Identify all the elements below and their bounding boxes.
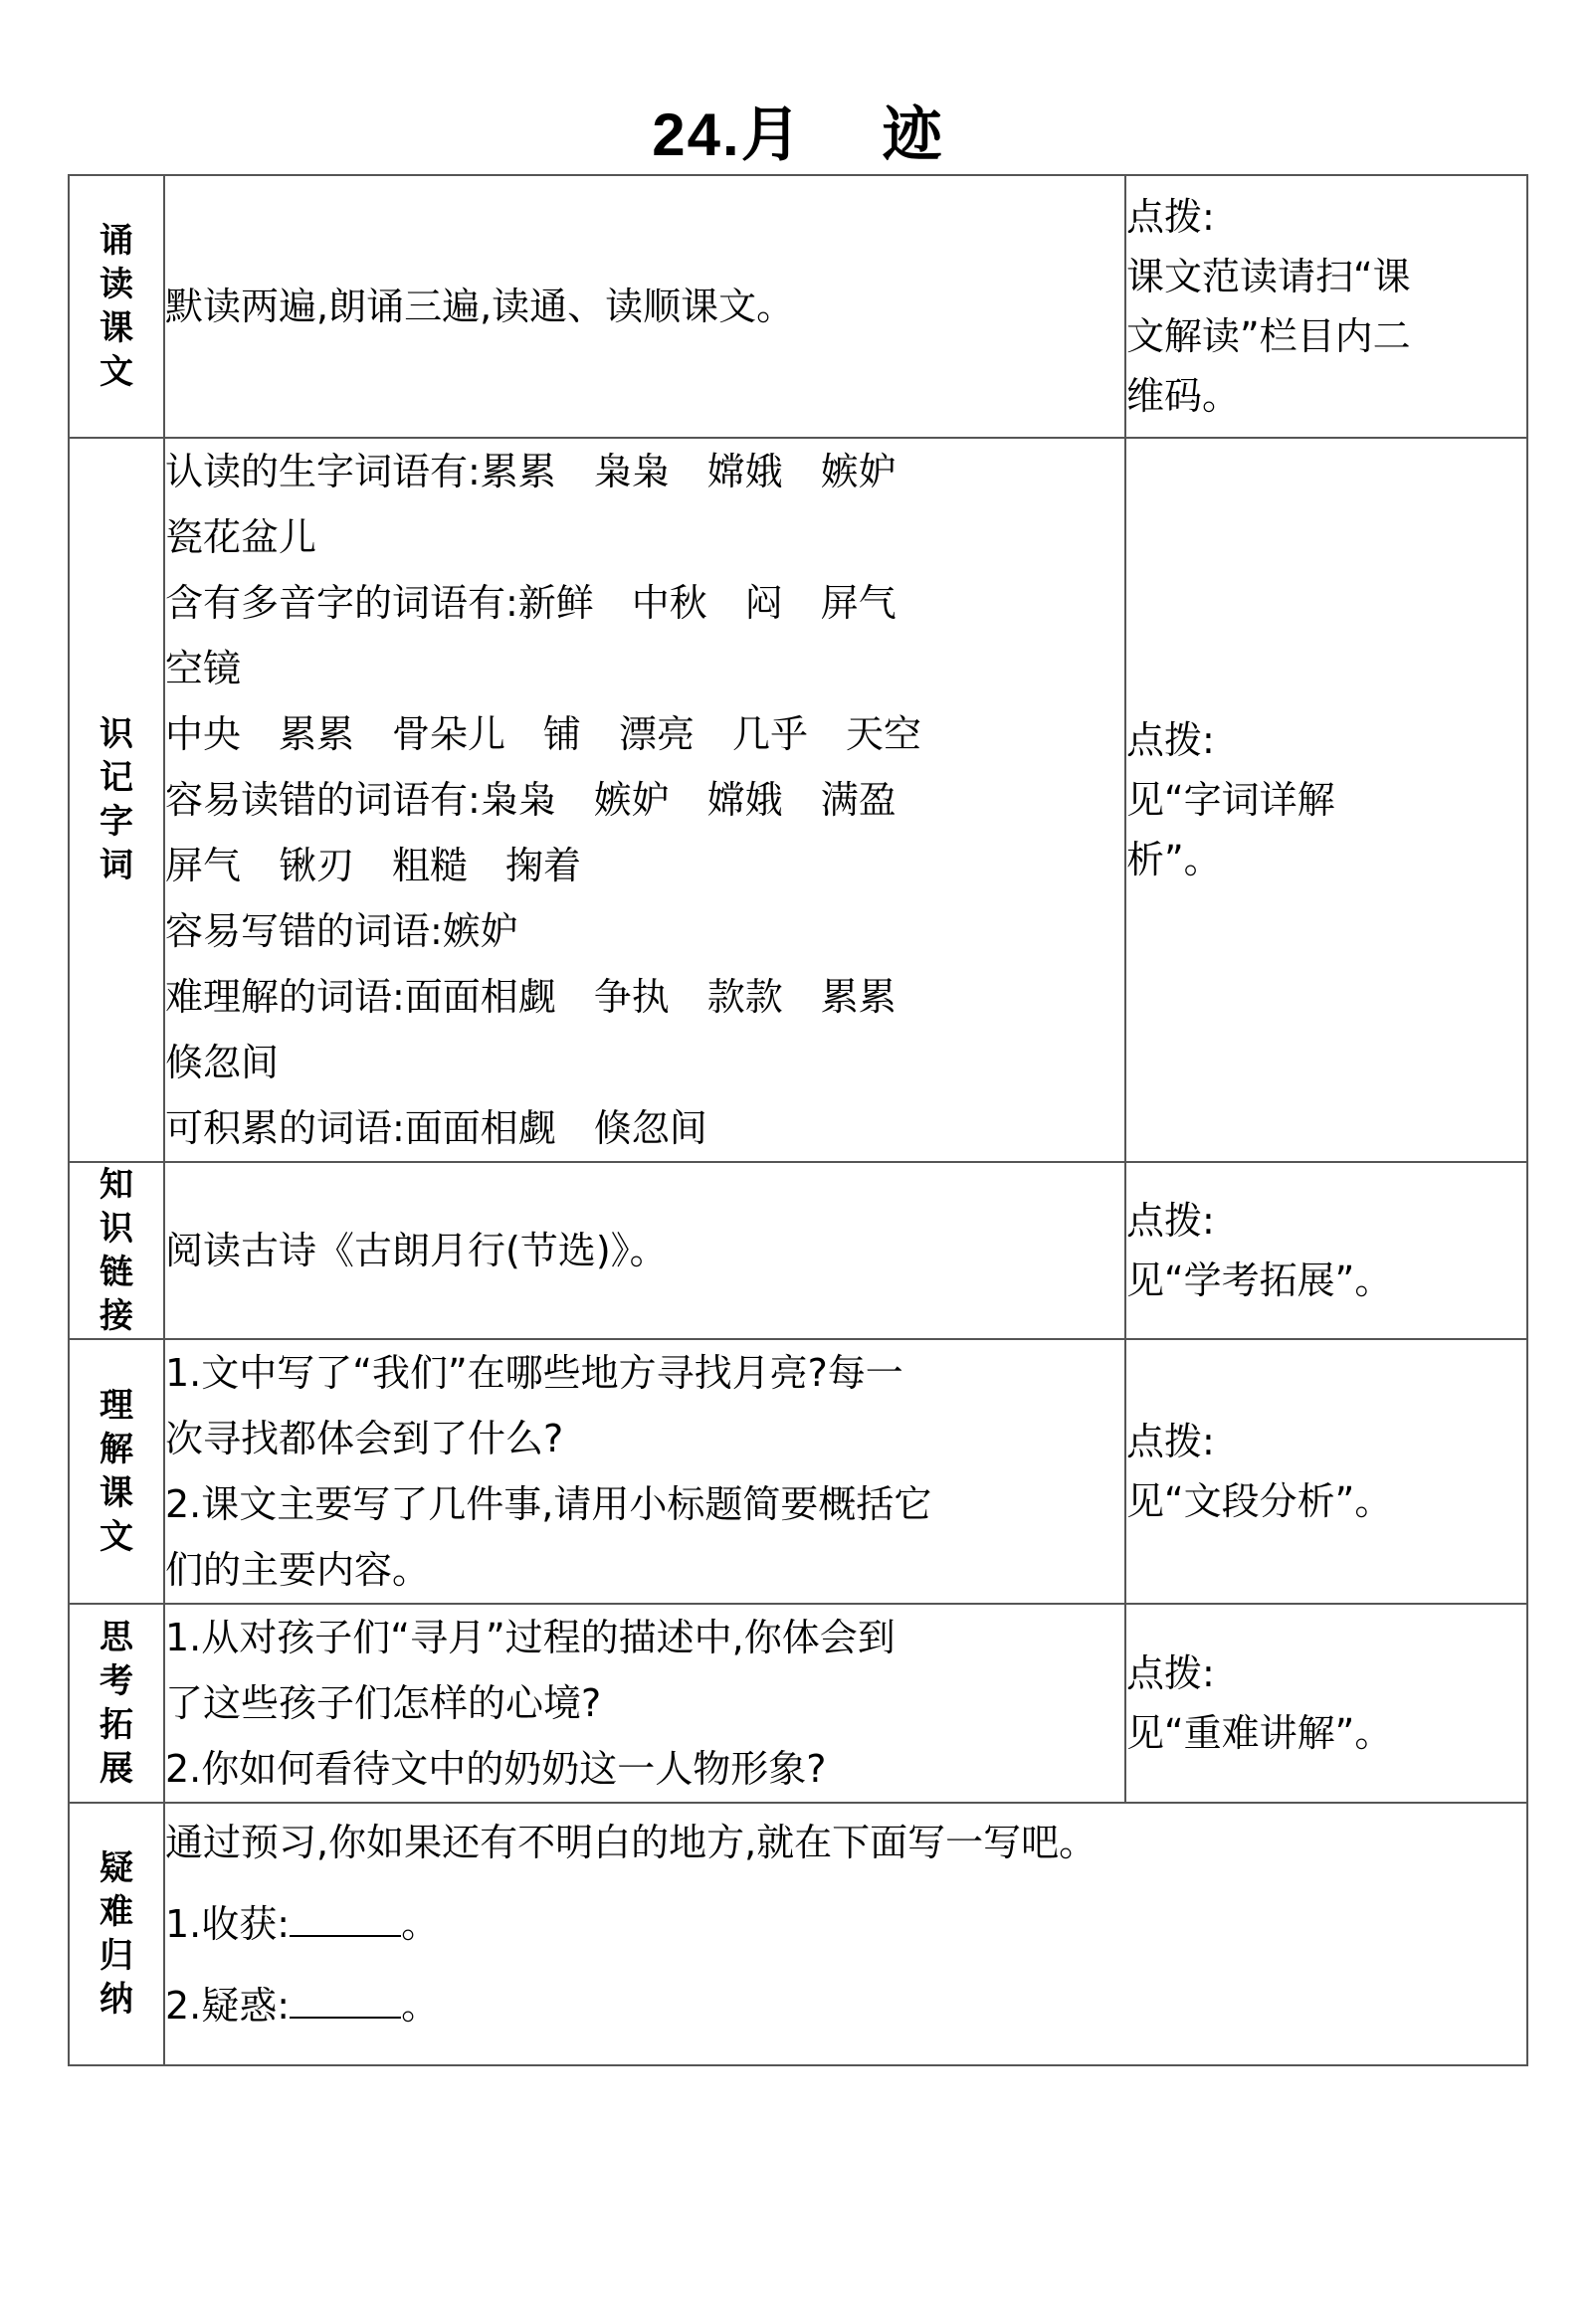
side-char: 疑 — [100, 1848, 133, 1888]
tip-line: 课文范读请扫“课 — [1126, 255, 1411, 298]
tip-label: 点拨: — [1126, 195, 1215, 239]
side-char: 读 — [100, 265, 133, 304]
row-understand — [69, 1339, 1527, 1604]
side-char: 字 — [100, 802, 133, 842]
content-line: 空镜 — [165, 647, 242, 690]
side-char: 归 — [100, 1936, 133, 1976]
title-char-2: 迹 — [882, 100, 944, 170]
content-line: 可积累的词语:面面相觑 倏忽间 — [165, 1106, 707, 1150]
side-text — [70, 1384, 163, 1559]
side-label-vocab — [69, 438, 164, 1162]
content-line: 倏忽间 — [165, 1041, 280, 1084]
side-char: 课 — [100, 308, 133, 348]
side-char: 文 — [100, 1517, 133, 1557]
content-knowledge — [164, 1162, 1125, 1339]
side-label-knowledge — [69, 1162, 164, 1339]
tip-label: 点拨: — [1126, 1199, 1215, 1243]
side-char: 理 — [100, 1386, 133, 1426]
tip-line: 见“文段分析”。 — [1126, 1479, 1393, 1523]
title-char-1: 月 — [740, 100, 803, 170]
side-char: 难 — [100, 1892, 133, 1932]
content-line: 2.课文主要写了几件事,请用小标题简要概括它 — [165, 1482, 932, 1526]
content-line: 次寻找都体会到了什么? — [165, 1417, 564, 1460]
side-char: 链 — [100, 1253, 133, 1292]
doubt-line — [165, 1973, 1526, 2038]
content-line: 认读的生字词语有:累累 枭枭 嫦娥 嫉妒 — [165, 450, 897, 493]
tip-label: 点拨: — [1126, 1420, 1215, 1463]
side-char: 课 — [100, 1473, 133, 1513]
side-char: 纳 — [100, 1980, 133, 2020]
end-mark: 。 — [401, 1902, 440, 1946]
preview-table — [68, 174, 1528, 2066]
tip-knowledge — [1125, 1162, 1527, 1339]
side-label-summary — [69, 1803, 164, 2065]
side-label-understand — [69, 1339, 164, 1604]
content-line: 默读两遍,朗诵三遍,读通、读顺课文。 — [165, 285, 795, 328]
side-label-extend — [69, 1604, 164, 1803]
end-mark: 。 — [401, 1984, 440, 2028]
content-line: 1.文中写了“我们”在哪些地方寻找月亮?每一 — [165, 1351, 903, 1395]
side-char: 记 — [100, 758, 133, 798]
side-char: 文 — [100, 352, 133, 392]
content-line: 容易读错的词语有:枭枭 嫉妒 嫦娥 满盈 — [165, 778, 897, 822]
document-title — [0, 96, 1596, 175]
side-char: 解 — [100, 1430, 133, 1469]
tip-line: 见“字词详解 — [1126, 778, 1335, 822]
content-line: 含有多音字的词语有:新鲜 中秋 闷 屏气 — [165, 581, 897, 625]
harvest-label: 1.收获: — [165, 1902, 291, 1946]
row-extend — [69, 1604, 1527, 1803]
side-char: 诵 — [100, 221, 133, 261]
tip-recite — [1125, 175, 1527, 438]
summary-intro: 通过预习,你如果还有不明白的地方,就在下面写一写吧。 — [165, 1821, 1097, 1864]
content-summary — [164, 1803, 1527, 2065]
side-char: 词 — [100, 846, 133, 885]
tip-line: 见“学考拓展”。 — [1126, 1259, 1393, 1302]
content-line: 们的主要内容。 — [165, 1548, 431, 1592]
side-text — [70, 712, 163, 887]
tip-line: 文解读”栏目内二 — [1126, 314, 1411, 358]
tip-understand — [1125, 1339, 1527, 1604]
tip-line: 维码。 — [1126, 374, 1241, 418]
side-char: 思 — [100, 1618, 133, 1657]
tip-label: 点拨: — [1126, 1651, 1215, 1695]
title-number: 24. — [652, 101, 741, 168]
content-line: 容易写错的词语:嫉妒 — [165, 909, 518, 953]
tip-line: 见“重难讲解”。 — [1126, 1711, 1393, 1755]
row-summary — [69, 1803, 1527, 2065]
side-char: 知 — [100, 1165, 133, 1205]
side-char: 拓 — [100, 1705, 133, 1745]
side-text — [70, 1846, 163, 2022]
doubt-blank[interactable] — [290, 1977, 401, 2019]
content-line: 1.从对孩子们“寻月”过程的描述中,你体会到 — [165, 1616, 896, 1659]
harvest-blank[interactable] — [290, 1895, 401, 1937]
side-char: 展 — [100, 1749, 133, 1789]
row-vocab — [69, 438, 1527, 1162]
side-text — [70, 1616, 163, 1791]
side-label-recite — [69, 175, 164, 438]
tip-label: 点拨: — [1126, 718, 1215, 762]
doubt-label: 2.疑惑: — [165, 1984, 291, 2028]
row-knowledge — [69, 1162, 1527, 1339]
content-understand — [164, 1339, 1125, 1604]
side-char: 考 — [100, 1661, 133, 1701]
side-text — [70, 219, 163, 394]
row-recite — [69, 175, 1527, 438]
content-line: 难理解的词语:面面相觑 争执 款款 累累 — [165, 975, 897, 1019]
content-line: 阅读古诗《古朗月行(节选)》。 — [165, 1229, 668, 1272]
content-line: 屏气 锹刃 粗糙 掬着 — [165, 844, 582, 887]
content-vocab — [164, 438, 1125, 1162]
tip-extend — [1125, 1604, 1527, 1803]
content-line: 中央 累累 骨朵儿 铺 漂亮 几乎 天空 — [165, 712, 922, 756]
side-char: 接 — [100, 1296, 133, 1336]
side-char: 识 — [100, 714, 133, 754]
content-extend — [164, 1604, 1125, 1803]
tip-line: 析”。 — [1126, 838, 1222, 881]
harvest-line — [165, 1891, 1526, 1957]
side-text — [70, 1163, 163, 1338]
content-line: 2.你如何看待文中的奶奶这一人物形象? — [165, 1747, 827, 1791]
side-char: 识 — [100, 1209, 133, 1249]
content-recite — [164, 175, 1125, 438]
content-line: 瓷花盆儿 — [165, 515, 317, 559]
content-line: 了这些孩子们怎样的心境? — [165, 1681, 602, 1725]
tip-vocab — [1125, 438, 1527, 1162]
